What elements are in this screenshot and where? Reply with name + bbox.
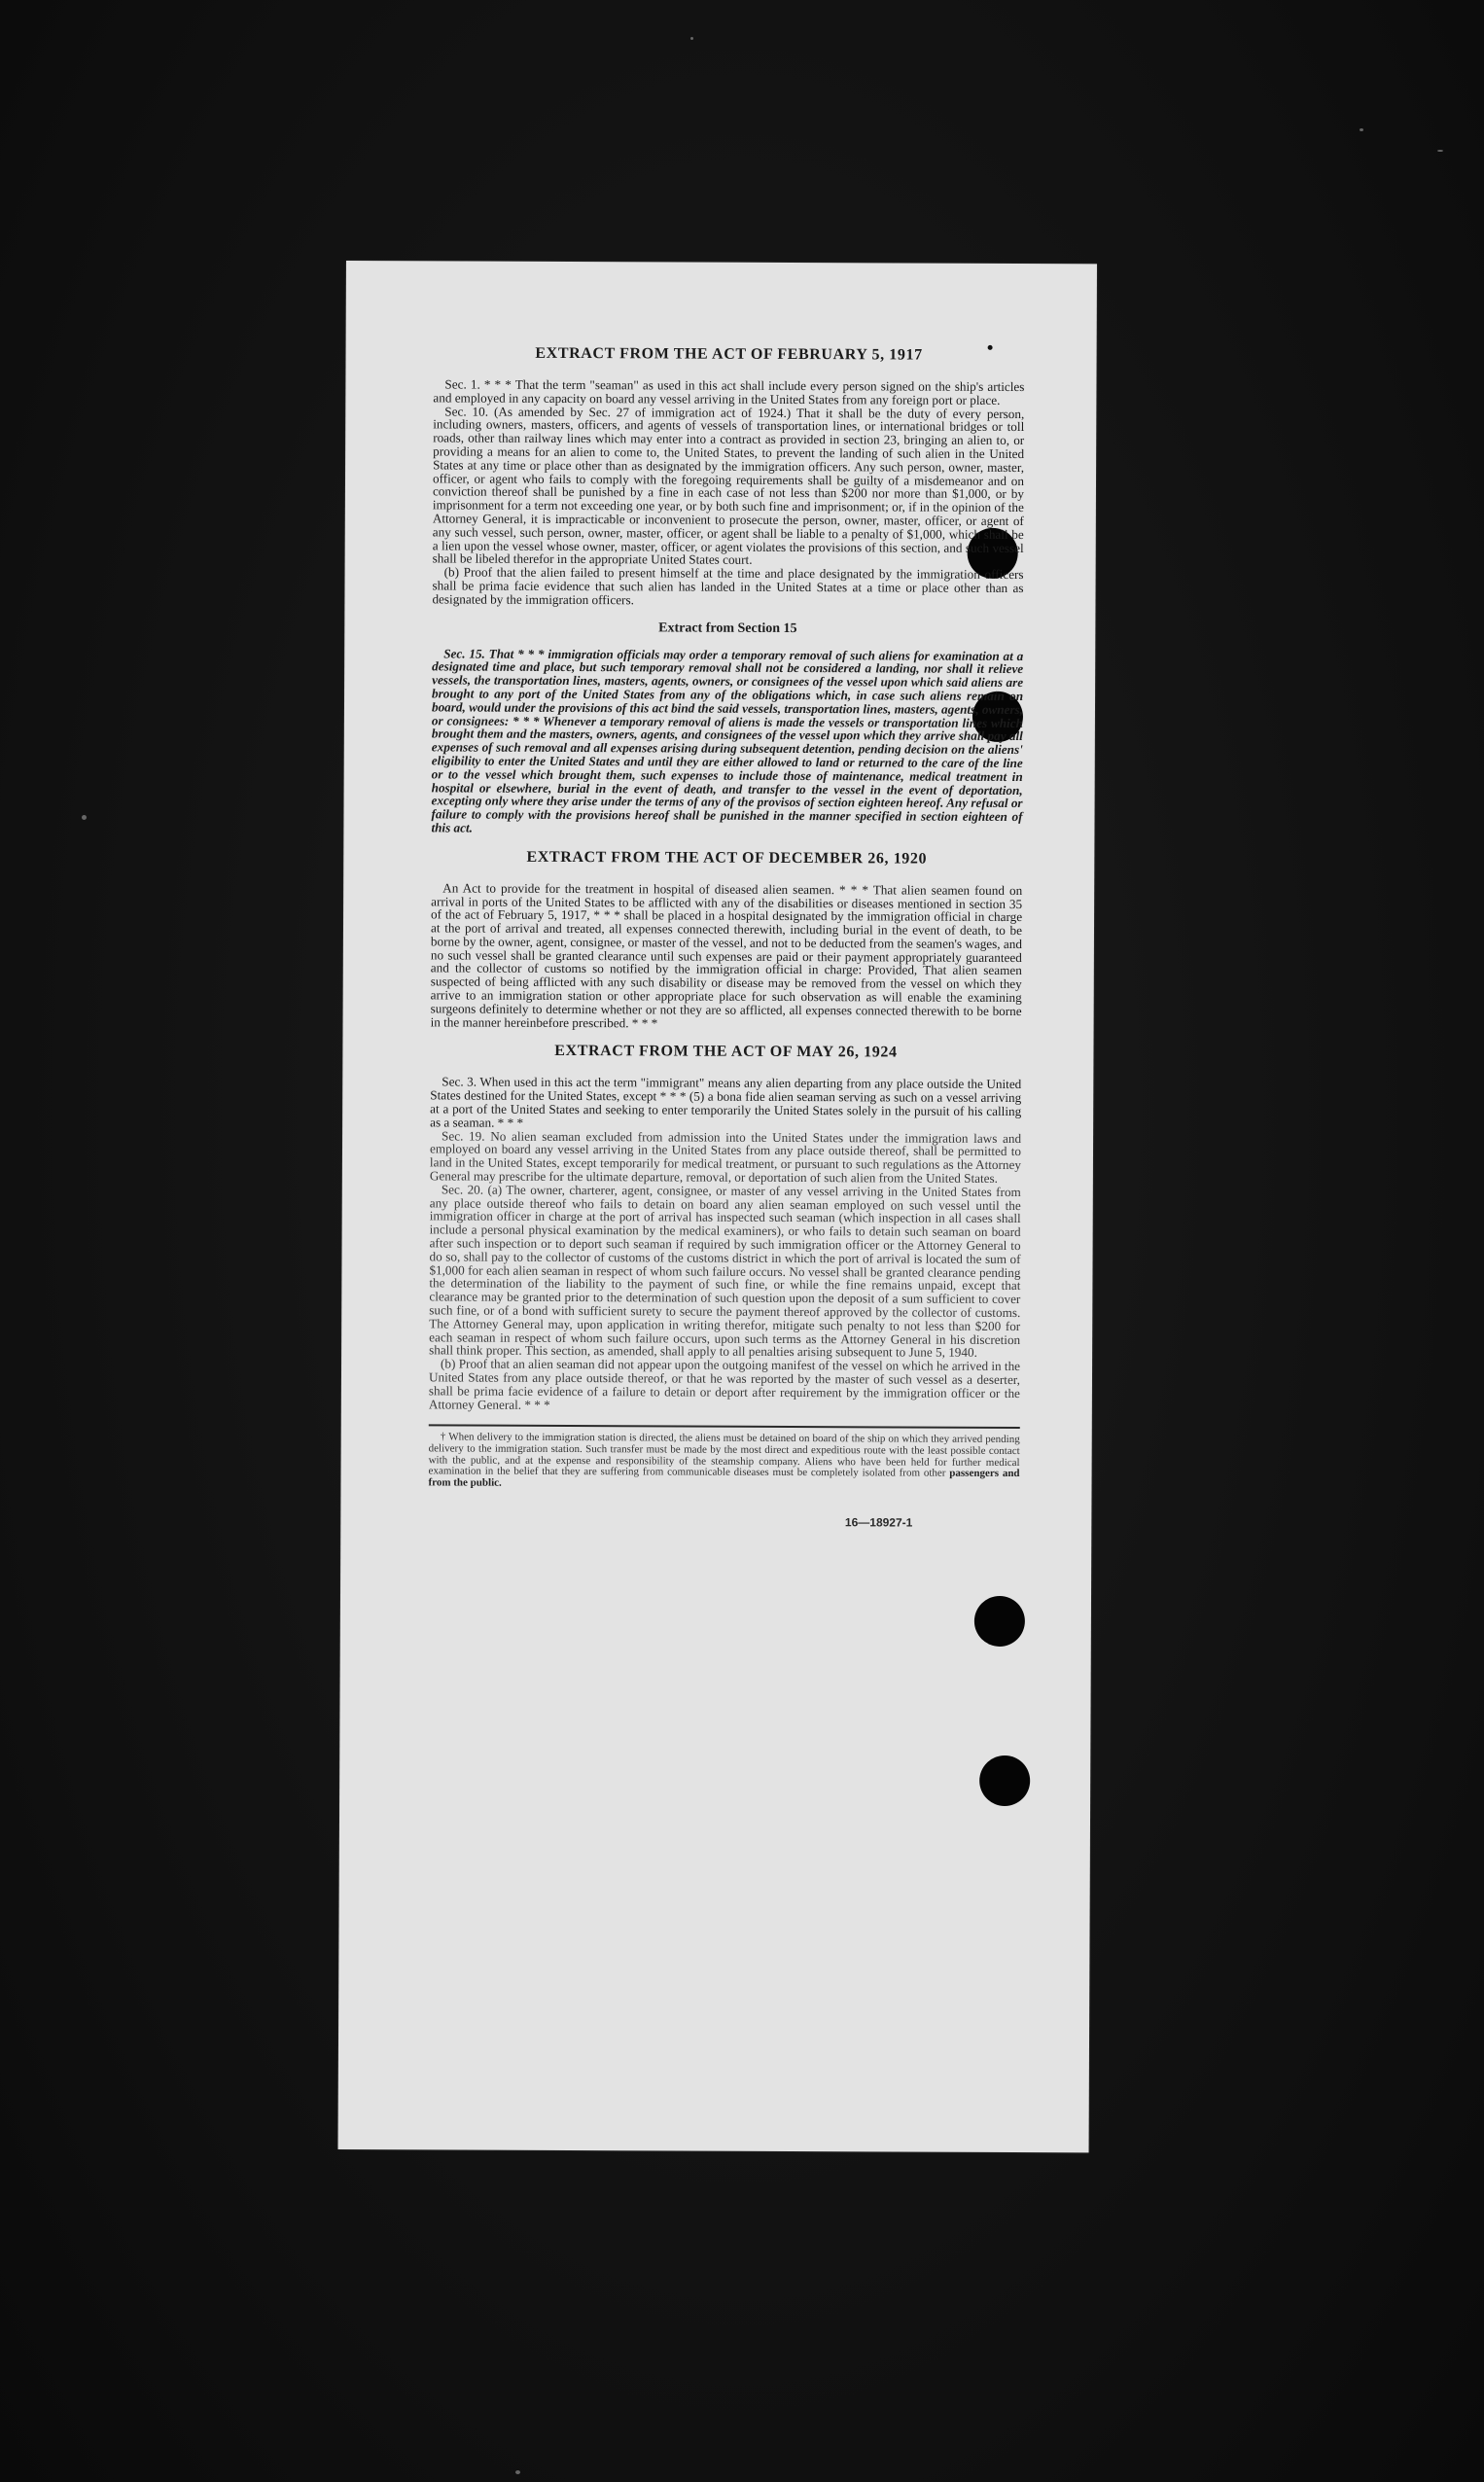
section-heading: EXTRACT FROM THE ACT OF FEBRUARY 5, 1917 bbox=[535, 344, 923, 364]
footnote-text: † When delivery to the immigration station is directed, the aliens must be detained on board of the ship on which they arrived pending delivery to the immigration station. Such transfer must be made by the most direct and expeditious route with the least possible contact with the public, and at the expense and responsibility of the steamship company. Aliens who have been held for further medical examination in the belief that they are suffering from communicable diseases must be completely isolated from other bbox=[428, 1431, 1020, 1479]
paragraph-act-1920: An Act to provide for the treatment in hospital of diseased alien seamen. * * * That alien seamen found on arrival in ports of the United States to be afflicted with any of the disabilities or diseases mentioned in section 35 of the act of February 5, 1917, * * * shall be placed in a hospital designated by the immigration official in charge at the port of arrival and treated, all expenses connected therewith, including burial in the event of death, to be borne by the owner, agent, consignee, or master of the vessel, and not to be deducted from the seamen's wages, and no such vessel shall be granted clearance until such expenses are paid or their payment appropriately guaranteed and the collector of customs so notified by the immigration official in charge: Provided, That alien seamen suspected of being afflicted with any such disability or disease may be removed from the vessel on which they arrive to an immigration station or other appropriate place for such observation as will enable the examining surgeons definitely to determine whether or not they are so afflicted, all expenses connected therewith to be borne in the manner hereinbefore prescribed. * * * bbox=[430, 880, 1023, 1031]
dust-speck bbox=[82, 815, 87, 820]
paragraph-sec10: Sec. 10. (As amended by Sec. 27 of immigration act of 1924.) That it shall be the duty of every person, including owners, masters, officers, and agents of vessels of transportation lines, or international bridges or toll roads, other than railway lines which may enter into a contract as provided in section 23, bringing an alien to, or providing a means for an alien to come to, the United States, to prevent the landing of such alien in the United States at any time or place other than as designated by the immigration officers. Any such person, owner, master, officer, or agent who fails to comply with the foregoing requirements shall be guilty of a misdemeanor and on conviction thereof shall be punished by a fine in each case of not less than $200 nor more than $1,000, or by imprisonment for a term not exceeding one year, or by both such fine and imprisonment; or, if in the opinion of the Attorney General, it is impracticable or inconvenient to prosecute the person, owner, master, officer, or agent of any such vessel, such person, owner, master, officer, or agent shall be liable to a penalty of $1,000, which shall be a lien upon the vessel whose owner, master, officer, or agent violates the provisions of this section, and such vessel shall be libeled therefor in the appropriate United States court. bbox=[432, 404, 1025, 568]
paragraph-sec20b: (b) Proof that an alien seaman did not appear upon the outgoing manifest of the vessel on which he arrived in the United States from any place outside thereof, or that he was reported by the master of such vessel as a deserter, shall be prima facie evidence of a failure to detain or deport after requirement by the immigration officer or the Attorney General. * * * bbox=[428, 1356, 1021, 1412]
document-page bbox=[338, 261, 1097, 2152]
paragraph-sec20a: Sec. 20. (a) The owner, charterer, agent, consignee, or master of any vessel arriving in the United States from any place outside thereof who fails to detain on board any alien seaman employed on such vessel until the immigration officer in charge at the port of arrival has inspected such seaman (which inspection in all cases shall include a personal physical examination by the medical examiners), or who fails to detain such seaman on board after such inspection or to deport such seaman if required by such immigration officer or the Attorney General to do so, shall pay to the collector of customs of the customs district in which the port of arrival is located the sum of $1,000 for each alien seaman in respect of whom such failure occurs. No vessel shall be granted clearance pending the determination of the liability to the payment of such fine, or while the fine remains unpaid, except that clearance may be granted prior to the determination of such question upon the deposit of a sum sufficient to cover such fine, or of a bond with sufficient surety to secure the payment thereof approved by the collector of customs. The Attorney General may, upon application in writing therefor, mitigate such penalty to not less than $200 for each seaman in respect of whom such failure occurs, upon such terms as the Attorney General in his discretion shall think proper. This section, as amended, shall apply to all penalties arising subsequent to June 5, 1940. bbox=[429, 1182, 1021, 1361]
punch-hole bbox=[979, 1755, 1030, 1806]
form-number: 16—18927-1 bbox=[844, 1515, 913, 1530]
footnote bbox=[428, 1433, 1019, 1492]
section-heading: EXTRACT FROM THE ACT OF DECEMBER 26, 1920 bbox=[526, 848, 928, 868]
paragraph-sec10b: (b) Proof that the alien failed to present himself at the time and place designated by the immigration officers shall be prima facie evidence that such alien has landed in the United States at a time or place other than as designated by the immigration officers. bbox=[432, 564, 1024, 608]
paragraph-sec1: Sec. 1. * * * That the term "seaman" as used in this act shall include every person signed on the ship's articles and employed in any capacity on board any vessel arriving in the United States from any foreign port or place. bbox=[433, 376, 1025, 408]
footnote-tail: passengers and from the public. bbox=[428, 1467, 1020, 1489]
dust-speck bbox=[690, 37, 693, 40]
paragraph-sec19: Sec. 19. No alien seaman excluded from admission into the United States under the immigration laws and employed on board any vessel arriving in the United States from any place outside thereof, shall be permitted to land in the United States, except temporarily for medical treatment, or pursuant to such regulations as the Attorney General may prescribe for the ultimate departure, removal, or deportation of such alien from the United States. bbox=[429, 1128, 1022, 1186]
paragraph-sec15: Sec. 15. That * * * immigration officials may order a temporary removal of such aliens for examination at a designated time and place, but such temporary removal shall not be considered a landing, nor shall it relieve vessels, the transportation lines, masters, agents, owners, or consignees of the vessel upon which said aliens are brought to any port of the United States from any of the obligations which, in case such aliens remain on board, would under the provisions of this act bind the said vessels, transportation lines, masters, agents, owners, or consignees: * * * Whenever a temporary removal of aliens is made the vessels or transportation lines which brought them and the masters, owners, agents, and consignees of the vessel upon which they arrive shall pay all expenses of such removal and all expenses arising during subsequent detention, pending decision on the aliens' eligibility to enter the United States and until they are either allowed to land or returned to the care of the line or to the vessel which brought them, such expenses to include those of maintenance, medical treatment in hospital or elsewhere, burial in the event of death, and transfer to the vessel in the event of deportation, excepting only where they arise under the terms of any of the provisos of section eighteen hereof. Any refusal or failure to comply with the provisions hereof shall be punished in the manner specified in section eighteen of this act. bbox=[431, 645, 1024, 835]
dust-speck bbox=[1360, 128, 1363, 131]
footnote-divider bbox=[429, 1425, 1020, 1430]
paragraph-sec3: Sec. 3. When used in this act the term "immigrant" means any alien departing from any place outside the United States destined for the United States, except * * * (5) a bona fide alien seaman serving as such on a vessel arriving at a port of the United States and seeking to enter temporarily the United States solely in the pursuit of his calling as a seaman. * * * bbox=[430, 1074, 1022, 1130]
dust-speck bbox=[1437, 150, 1443, 152]
punch-hole bbox=[974, 1596, 1025, 1647]
section-heading: EXTRACT FROM THE ACT OF MAY 26, 1924 bbox=[554, 1043, 898, 1061]
document-body bbox=[428, 344, 1024, 1530]
section-subheading: Extract from Section 15 bbox=[658, 620, 797, 636]
dust-speck bbox=[515, 2470, 520, 2474]
